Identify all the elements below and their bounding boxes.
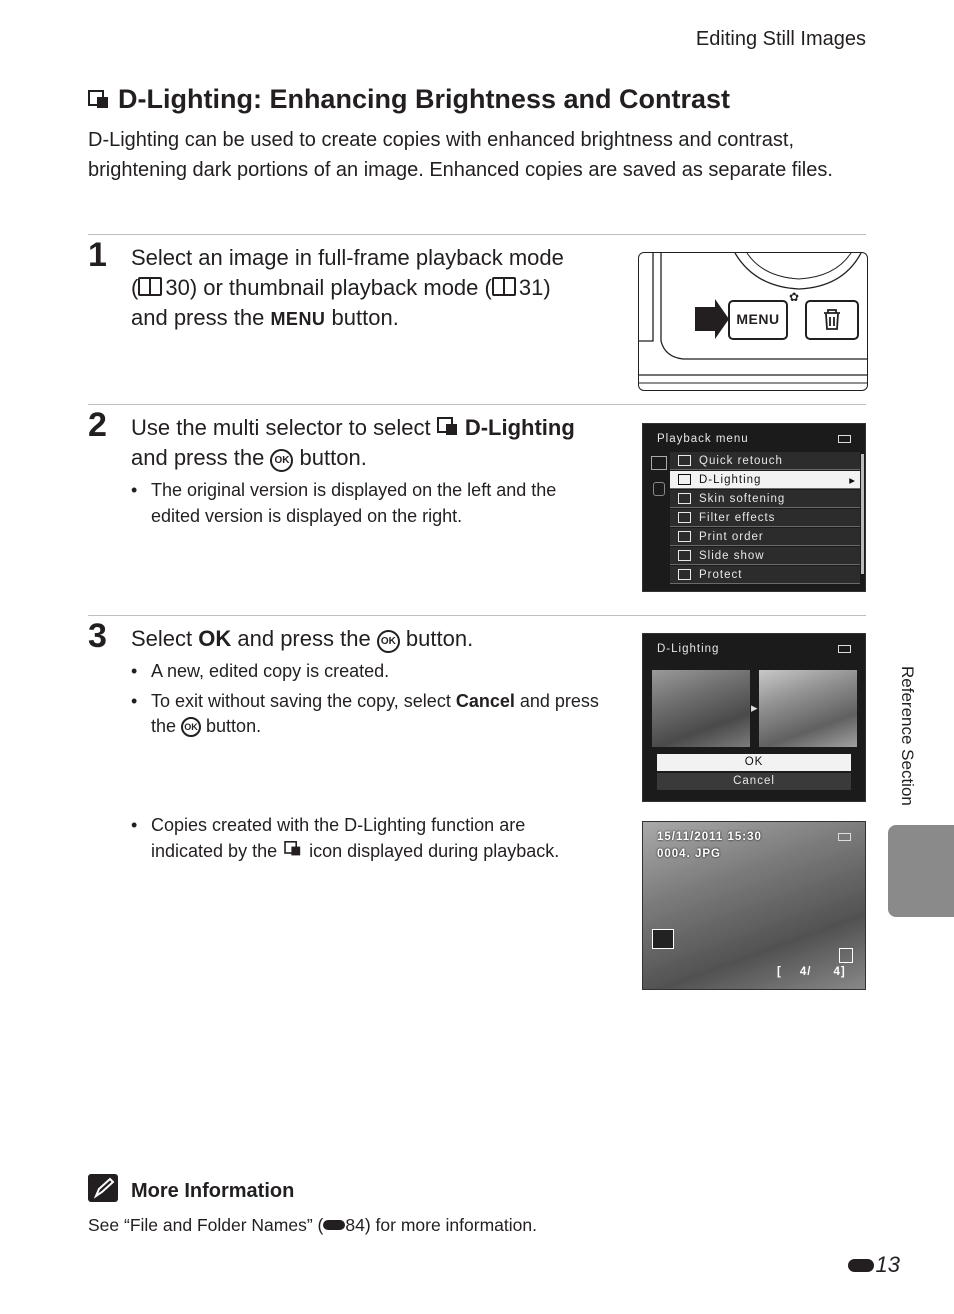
step-1-line-3: and press the MENU button.: [131, 305, 399, 330]
list-item: • The original version is displayed on the left and the edited version is displayed on the right.: [131, 478, 601, 529]
battery-icon: [838, 833, 851, 841]
side-tab-label: Reference Section: [898, 666, 917, 806]
divider: [88, 234, 866, 235]
filter-effects-icon: [678, 512, 691, 523]
option-cancel: Cancel: [657, 773, 851, 790]
reference-section-icon: [323, 1220, 345, 1230]
screen-title: Playback menu: [657, 433, 749, 445]
d-lighting-icon: [284, 841, 302, 857]
delete-button: [805, 300, 859, 340]
setup-tab-icon: [653, 482, 665, 496]
d-lighting-icon: [437, 417, 459, 437]
image-mode-icon: [839, 948, 853, 963]
skin-softening-icon: [678, 493, 691, 504]
step-2-bullets: [131, 478, 601, 533]
divider: [88, 615, 866, 616]
list-item: • Copies created with the D-Lighting function are indicated by the icon displayed during playback.: [131, 813, 601, 864]
step-1-line-1: Select an image in full-frame playback mode: [131, 245, 564, 270]
menu-item-protect: Protect: [670, 566, 860, 584]
list-item: • A new, edited copy is created.: [131, 659, 601, 685]
menu-glyph: MENU: [270, 309, 326, 329]
step-2-number: 2: [88, 406, 107, 444]
section-header: Editing Still Images: [695, 28, 866, 50]
ok-button-glyph: OK: [377, 630, 400, 653]
screen-title: D-Lighting: [657, 643, 720, 655]
original-image: [652, 670, 750, 747]
d-lighting-icon: [678, 474, 691, 485]
list-item: • To exit without saving the copy, select Cancel and press the OK button.: [131, 689, 601, 740]
menu-item-slide-show: Slide show: [670, 547, 860, 565]
playback-menu-screen: [642, 423, 866, 592]
step-3-number: 3: [88, 617, 107, 655]
svg-text:✿: ✿: [789, 290, 800, 304]
filename: 0004. JPG: [657, 848, 721, 860]
step-2-text: Use the multi selector to select D-Lighting and press the OK button.: [131, 415, 575, 470]
page-number: 13: [848, 1252, 900, 1278]
menu-item-d-lighting: D-Lighting ▸: [670, 471, 860, 489]
option-ok: OK: [657, 754, 851, 771]
playback-note: [131, 813, 601, 868]
print-icon: [678, 531, 691, 542]
step-1-number: 1: [88, 236, 107, 274]
step-1-text: [131, 243, 611, 334]
page-title: [88, 84, 730, 115]
d-lighting-screen: [642, 633, 866, 802]
menu-item-print-order: Print order: [670, 528, 860, 546]
d-lighting-indicator-icon: [652, 929, 674, 949]
playback-tab-icon: [651, 456, 667, 470]
page-title-text: D-Lighting: Enhancing Brightness and Contrast: [118, 84, 730, 114]
pencil-note-icon: [88, 1174, 118, 1202]
ok-button-glyph: OK: [270, 449, 293, 472]
slide-show-icon: [678, 550, 691, 561]
more-info-heading: More Information: [131, 1180, 295, 1202]
battery-icon: [838, 435, 851, 443]
book-icon: [138, 277, 162, 296]
menu-item-filter-effects: Filter effects: [670, 509, 860, 527]
menu-button: MENU: [728, 300, 788, 340]
pencil-icon: [88, 1174, 118, 1202]
frame-counter: [ 4/ 4]: [777, 966, 846, 978]
step-3-text: Select OK and press the OK button.: [131, 626, 474, 651]
intro-paragraph: D-Lighting can be used to create copies with enhanced brightness and contrast, brightening dark portions of an image. Enhanced copies are saved as separate files.: [88, 129, 833, 181]
divider: [88, 404, 866, 405]
playback-screen: [642, 821, 866, 990]
datetime: 15/11/2011 15:30: [657, 831, 762, 843]
battery-icon: [838, 645, 851, 653]
step-1-line-2: ( 30) or thumbnail playback mode ( 31): [131, 275, 551, 300]
trash-icon: [807, 302, 857, 338]
quick-retouch-icon: [678, 455, 691, 466]
more-info-text: See “File and Folder Names” ( 84) for more information.: [88, 1215, 537, 1235]
edited-image: [759, 670, 857, 747]
arrow-right-icon: ▸: [751, 700, 759, 715]
section-tab: [888, 825, 954, 917]
menu-list: [670, 452, 860, 585]
key-icon: [678, 569, 691, 580]
scrollbar: [861, 454, 864, 574]
menu-item-skin-softening: Skin softening: [670, 490, 860, 508]
book-icon: [492, 277, 516, 296]
ok-button-glyph: OK: [181, 717, 201, 737]
menu-item-quick-retouch: Quick retouch: [670, 452, 860, 470]
step-3-bullets: [131, 659, 601, 744]
reference-section-icon: [848, 1259, 874, 1272]
d-lighting-icon: [88, 90, 110, 110]
